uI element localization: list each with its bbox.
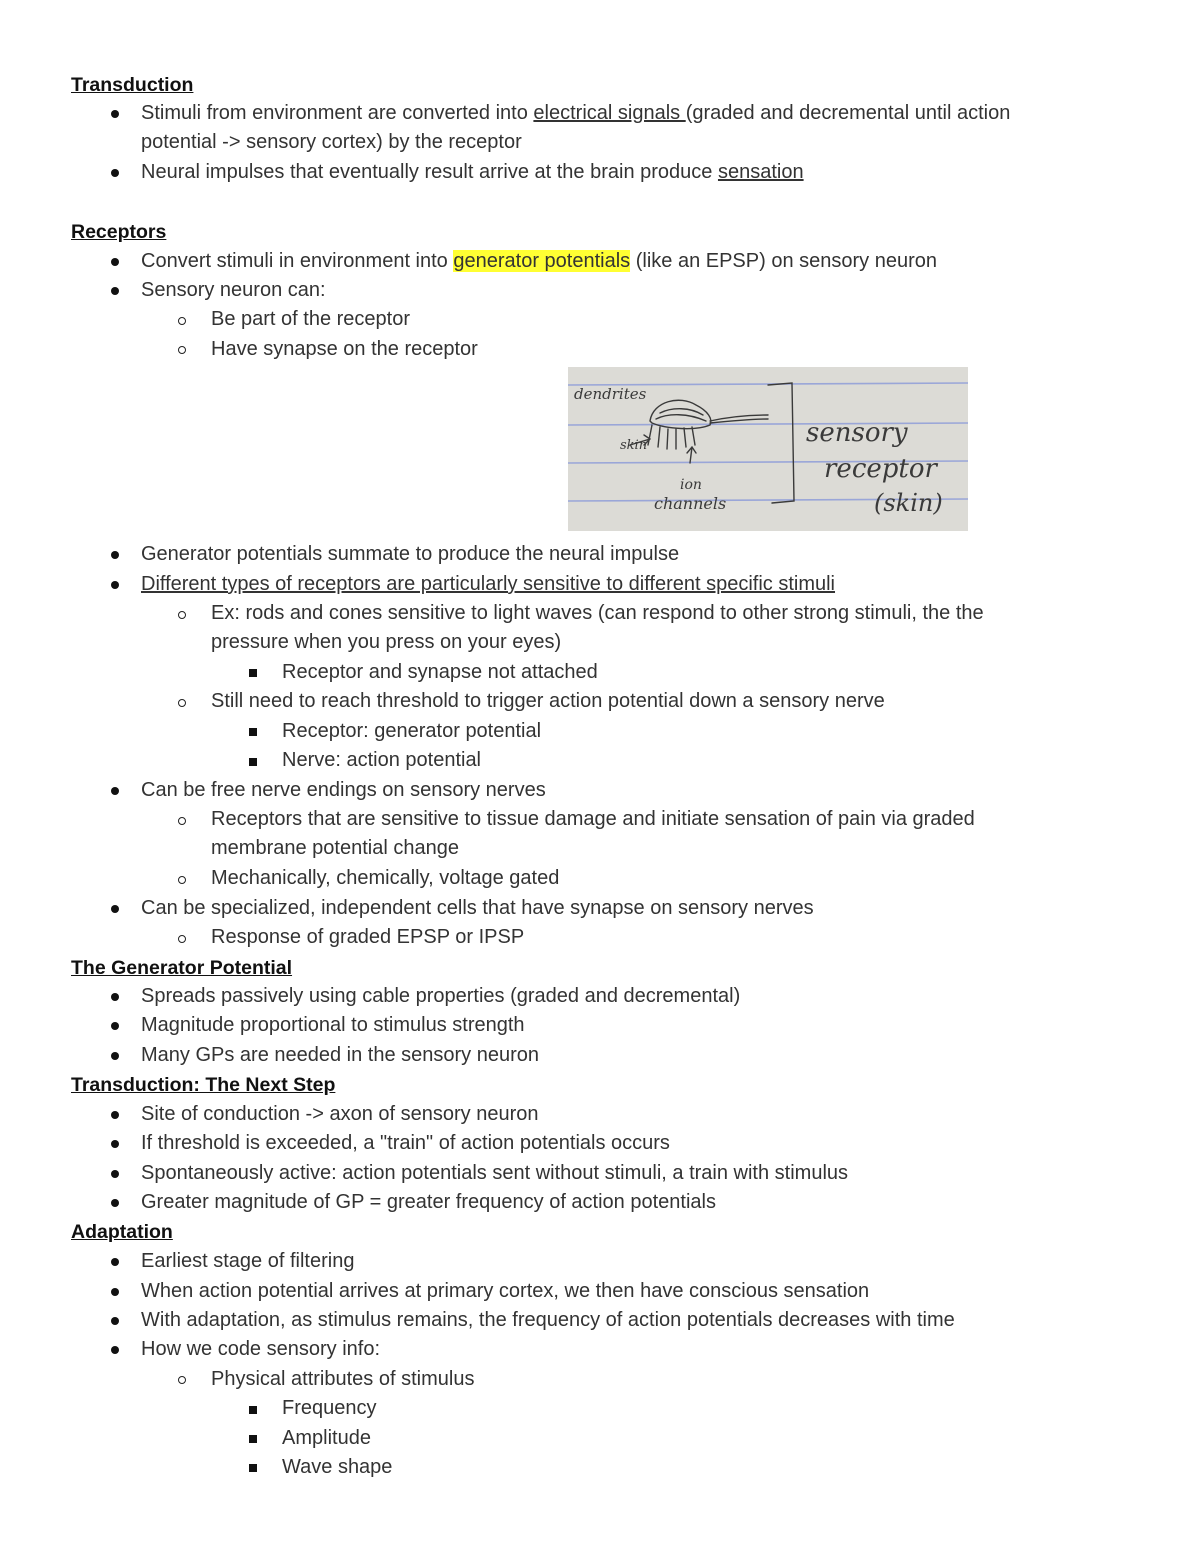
list-item: Can be free nerve endings on sensory nerves (141, 779, 546, 801)
list-item: When action potential arrives at primary cortex, we then have conscious sensation (141, 1280, 870, 1302)
list-item: Receptor and synapse not attached (282, 661, 598, 683)
list-item: Response of graded EPSP or IPSP (211, 926, 525, 948)
sub-sub-bullet-icon (249, 1406, 257, 1414)
diagram-label-skin-paren: (skin) (874, 489, 943, 517)
sub-sub-bullet-icon (249, 1435, 257, 1443)
list-item: Receptors that are sensitive to tissue damage and initiate sensation of pain via graded (211, 808, 975, 830)
list-item: Mechanically, chemically, voltage gated (211, 867, 560, 889)
sub-bullet-icon (178, 876, 186, 884)
bullet-icon (111, 787, 119, 795)
diagram-label-dendrites: dendrites (574, 385, 647, 403)
list-item: Convert stimuli in environment into generator potentials (like an EPSP) on sensory neuron (141, 250, 937, 272)
sub-bullet-icon (178, 817, 186, 825)
list-item: Physical attributes of stimulus (211, 1368, 475, 1390)
bullet-icon (111, 1199, 119, 1207)
sub-bullet-icon (178, 346, 186, 354)
list-item: Magnitude proportional to stimulus strength (141, 1014, 525, 1036)
sub-bullet-icon (178, 935, 186, 943)
list-item: Different types of receptors are particularly sensitive to different specific stimuli (141, 573, 836, 595)
list-item: Earliest stage of filtering (141, 1250, 355, 1272)
sub-sub-bullet-icon (249, 669, 257, 677)
list-item: Receptor: generator potential (282, 720, 542, 742)
list-item-continuation: pressure when you press on your eyes) (211, 631, 562, 653)
diagram-label-sensory: sensory (806, 418, 908, 448)
list-item-continuation: membrane potential change (211, 837, 459, 859)
list-item: Can be specialized, independent cells that have synapse on sensory nerves (141, 897, 814, 919)
list-item: Stimuli from environment are converted into electrical signals (graded and decremental until action (141, 102, 1011, 124)
list-item: Spreads passively using cable properties (graded and decremental) (141, 985, 741, 1007)
list-item: Greater magnitude of GP = greater frequency of action potentials (141, 1191, 716, 1213)
list-item: Wave shape (282, 1456, 393, 1478)
list-item: With adaptation, as stimulus remains, the frequency of action potentials decreases with time (141, 1309, 955, 1331)
bullet-icon (111, 581, 119, 589)
bullet-icon (111, 1288, 119, 1296)
sub-bullet-icon (178, 1376, 186, 1384)
diagram-label-receptor: receptor (824, 454, 937, 484)
bullet-icon (111, 1140, 119, 1148)
list-item: If threshold is exceeded, a "train" of action potentials occurs (141, 1132, 670, 1154)
list-item: How we code sensory info: (141, 1338, 381, 1360)
heading-transduction: Transduction (71, 74, 194, 96)
bullet-icon (111, 258, 119, 266)
sub-sub-bullet-icon (249, 758, 257, 766)
list-item: Amplitude (282, 1427, 371, 1449)
heading-generator-potential: The Generator Potential (71, 957, 293, 979)
bullet-icon (111, 993, 119, 1001)
list-item: Neural impulses that eventually result arrive at the brain produce sensation (141, 161, 804, 183)
heading-adaptation: Adaptation (71, 1221, 173, 1243)
list-item: Still need to reach threshold to trigger action potential down a sensory nerve (211, 690, 885, 712)
bullet-icon (111, 1052, 119, 1060)
bullet-icon (111, 110, 119, 118)
list-item: Many GPs are needed in the sensory neuron (141, 1044, 540, 1066)
list-item: Nerve: action potential (282, 749, 482, 771)
sub-sub-bullet-icon (249, 1464, 257, 1472)
bullet-icon (111, 287, 119, 295)
list-item: Be part of the receptor (211, 308, 411, 330)
list-item: Frequency (282, 1397, 377, 1419)
list-item: Site of conduction -> axon of sensory neuron (141, 1103, 539, 1125)
list-item: Spontaneously active: action potentials sent without stimuli, a train with stimulus (141, 1162, 849, 1184)
diagram-label-channels: channels (654, 494, 727, 513)
sensory-receptor-sketch (568, 367, 968, 531)
list-item: Ex: rods and cones sensitive to light waves (can respond to other strong stimuli, the the (211, 602, 984, 624)
bullet-icon (111, 905, 119, 913)
list-item: Sensory neuron can: (141, 279, 326, 301)
heading-next-step: Transduction: The Next Step (71, 1074, 336, 1096)
bullet-icon (111, 1258, 119, 1266)
list-item: Have synapse on the receptor (211, 338, 478, 360)
bullet-icon (111, 1022, 119, 1030)
diagram-label-skin: skin (620, 438, 648, 453)
bullet-icon (111, 551, 119, 559)
bullet-icon (111, 169, 119, 177)
list-item: Generator potentials summate to produce the neural impulse (141, 543, 680, 565)
sub-sub-bullet-icon (249, 728, 257, 736)
diagram-label-ion: ion (680, 477, 702, 493)
bullet-icon (111, 1317, 119, 1325)
heading-receptors: Receptors (71, 221, 167, 243)
bullet-icon (111, 1170, 119, 1178)
sub-bullet-icon (178, 699, 186, 707)
sub-bullet-icon (178, 611, 186, 619)
bullet-icon (111, 1346, 119, 1354)
sub-bullet-icon (178, 317, 186, 325)
highlighted-term: generator potentials (453, 250, 631, 272)
list-item-continuation: potential -> sensory cortex) by the receptor (141, 131, 522, 153)
bullet-icon (111, 1111, 119, 1119)
